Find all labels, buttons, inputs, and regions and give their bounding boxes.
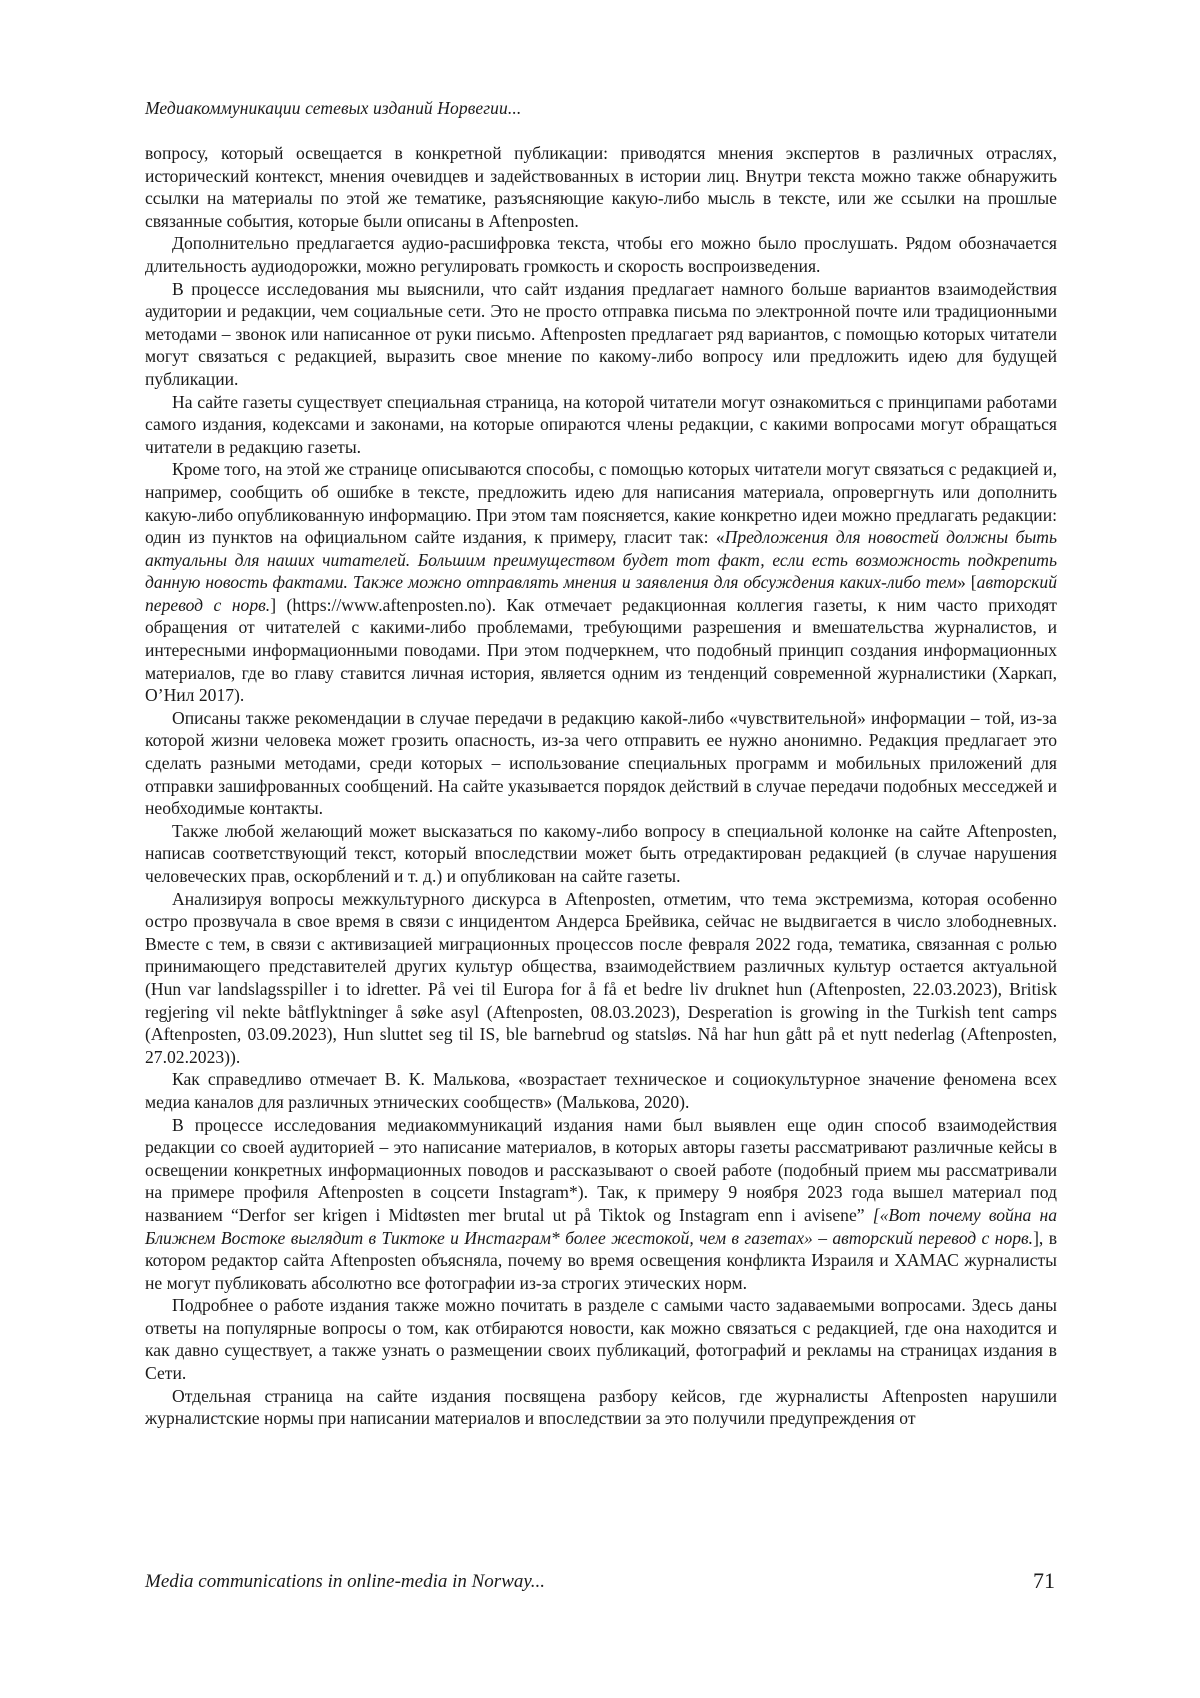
- translation-note: [«Вот почему война на Ближнем Востоке выглядит в Тиктоке и Инстаграм* более жестокой, чем в газетах» – авторский перевод с норв.: [145, 1204, 1057, 1248]
- paragraph: [145, 458, 1057, 707]
- paragraph-text: В процессе исследования медиакоммуникаций издания нами был выявлен еще один способ взаимодействия редакции со своей аудиторией – это написание материалов, в которых авторы газеты рассматривают различные кейсы в освещении конкретных информационных поводов и рассказывают о своей работе (подобный прием мы рассматривали на примере профиля Aftenposten в соцсети Instagram*). Так, к примеру 9 ноября 2023 года вышел материал под названием “Derfor ser krigen i Midtøsten mer brutal ut på Tiktok og Instagram enn i avisene”: [145, 1114, 1057, 1225]
- paragraph-text: » [: [957, 572, 977, 593]
- paragraph-text: Кроме того, на этой же странице описываются способы, с помощью которых читатели могут связаться с редакцией и, например, сообщить об ошибке в тексте, предложить идею для написания материала, опровергнуть или дополнить какую-либо опубликованную информацию. При этом там поясняется, какие конкретно идеи можно предлагать редакции: один из пунктов на официальном сайте издания, к примеру, гласит так: «: [145, 459, 1057, 548]
- running-header: Медиакоммуникации сетевых изданий Норвегии...: [145, 98, 522, 118]
- paragraph: В процессе исследования мы выяснили, что сайт издания предлагает намного больше вариантов взаимодействия аудитории и редакции, чем социальные сети. Это не просто отправка письма по электронной почте или традиционными методами – звонок или написанное от руки письмо. Aftenposten предлагает ряд вариантов, с помощью которых читатели могут связаться с редакцией, выразить свое мнение по какому-либо вопросу или предложить идею для будущей публикации.: [145, 278, 1057, 389]
- paragraph-text: ] (https://www.aftenposten.no). Как отмечает редакционная коллегия газеты, к ним часто приходят обращения от читателей с какими-либо проблемами, требующими разрешения и вмешательства журналистов, и интересными информационными поводами. При этом подчеркнем, что подобный принцип создания информационных материалов, где во главу ставится личная история, является одним из тенденций современной журналистики (Харкап, О’Нил 2017).: [145, 594, 1057, 706]
- translation-note: авторский перевод с норв.: [145, 572, 1058, 615]
- page-number: 71: [1033, 1568, 1055, 1593]
- paragraph: Как справедливо отмечает В. К. Малькова, «возрастает техническое и социокультурное значение феномена всех медиа каналов для различных этнических сообществ» (Малькова, 2020).: [145, 1069, 1057, 1112]
- paragraph: Описаны также рекомендации в случае передачи в редакцию какой-либо «чувствительной» информации – той, из-за которой жизни человека может грозить опасность, из-за чего отправить ее нужно анонимно. Редакция предлагает это сделать разными методами, среди которых – использование специальных программ и мобильных приложений для отправки зашифрованных сообщений. На сайте указывается порядок действий в случае передачи подобных месседжей и необходимые контакты.: [145, 707, 1057, 819]
- article-body: [145, 142, 1057, 1430]
- paragraph: Также любой желающий может высказаться по какому-либо вопросу в специальной колонке на сайте Aftenposten, написав соответствующий текст, который впоследствии может быть отредактирован редакцией (в случае нарушения человеческих прав, оскорблений и т. д.) и опубликован на сайте газеты.: [145, 820, 1057, 886]
- paragraph: вопросу, который освещается в конкретной публикации: приводятся мнения экспертов в различных отраслях, исторический контекст, мнения очевидцев и задействованных в истории лиц. Внутри текста можно также обнаружить ссылки на материалы по этой же тематике, разъясняющие какую-либо мысль в тексте, или же ссылки на прошлые связанные события, которые были описаны в Aftenposten.: [145, 143, 1057, 231]
- running-footer: Media communications in online-media in Norway...: [145, 1571, 546, 1592]
- paragraph-text: ], в котором редактор сайта Aftenposten объясняла, почему во время освещения конфликта Израиля и ХАМАС журналисты не могут публиковать абсолютно все фотографии из-за строгих этических норм.: [145, 1227, 1058, 1293]
- quoted-text: Предложения для новостей должны быть актуальны для наших читателей. Большим преимуществом будет тот факт, если есть возможность подкрепить данную новость фактами. Также можно отправлять мнения и заявления для обсуждения каких-либо тем: [145, 527, 1057, 593]
- paragraph: Подробнее о работе издания также можно почитать в разделе с самыми часто задаваемыми вопросами. Здесь даны ответы на популярные вопросы о том, как отбираются новости, как можно связаться с редакцией, где она находится и как давно существует, а также узнать о размещении своих публикаций, фотографий и рекламы на страницах издания в Сети.: [145, 1295, 1057, 1384]
- paragraph: Дополнительно предлагается аудио-расшифровка текста, чтобы его можно было прослушать. Рядом обозначается длительность аудиодорожки, можно регулировать громкость и скорость воспроизведения.: [145, 233, 1057, 276]
- paragraph: Отдельная страница на сайте издания посвящена разбору кейсов, где журналисты Aftenposten нарушили журналистские нормы при написании материалов и впоследствии за это получили предупреждения от: [145, 1385, 1057, 1429]
- paragraph: На сайте газеты существует специальная страница, на которой читатели могут ознакомиться с принципами работами самого издания, кодексами и законами, на которые опираются члены редакции, с какими вопросами могут обращаться читатели в редакцию газеты.: [145, 391, 1057, 457]
- paragraph: [145, 1114, 1057, 1295]
- paragraph: Анализируя вопросы межкультурного дискурса в Aftenposten, отметим, что тема экстремизма, которая особенно остро прозвучала в свое время в связи с инцидентом Андерса Брейвика, сейчас не выдвигается в число злободневных. Вместе с тем, в связи с активизацией миграционных процессов после февраля 2022 года, тематика, связанная с ролью принимающего представителей других культур общества, взаимодействием различных культур остается актуальной (Hun var landslagsspiller i to idretter. På vei til Europa for å få et bedre liv druknet hun (Aftenposten, 22.03.2023), Britisk regjering vil nekte båtflyktninger å søke asyl (Aftenposten, 08.03.2023), Desperation is growing in the Turkish tent camps (Aftenposten, 03.09.2023), Hun sluttet seg til IS, ble barnebrud og statsløs. Nå har hun gått på et nytt nederlag (Aftenposten, 27.02.2023)).: [145, 888, 1057, 1067]
